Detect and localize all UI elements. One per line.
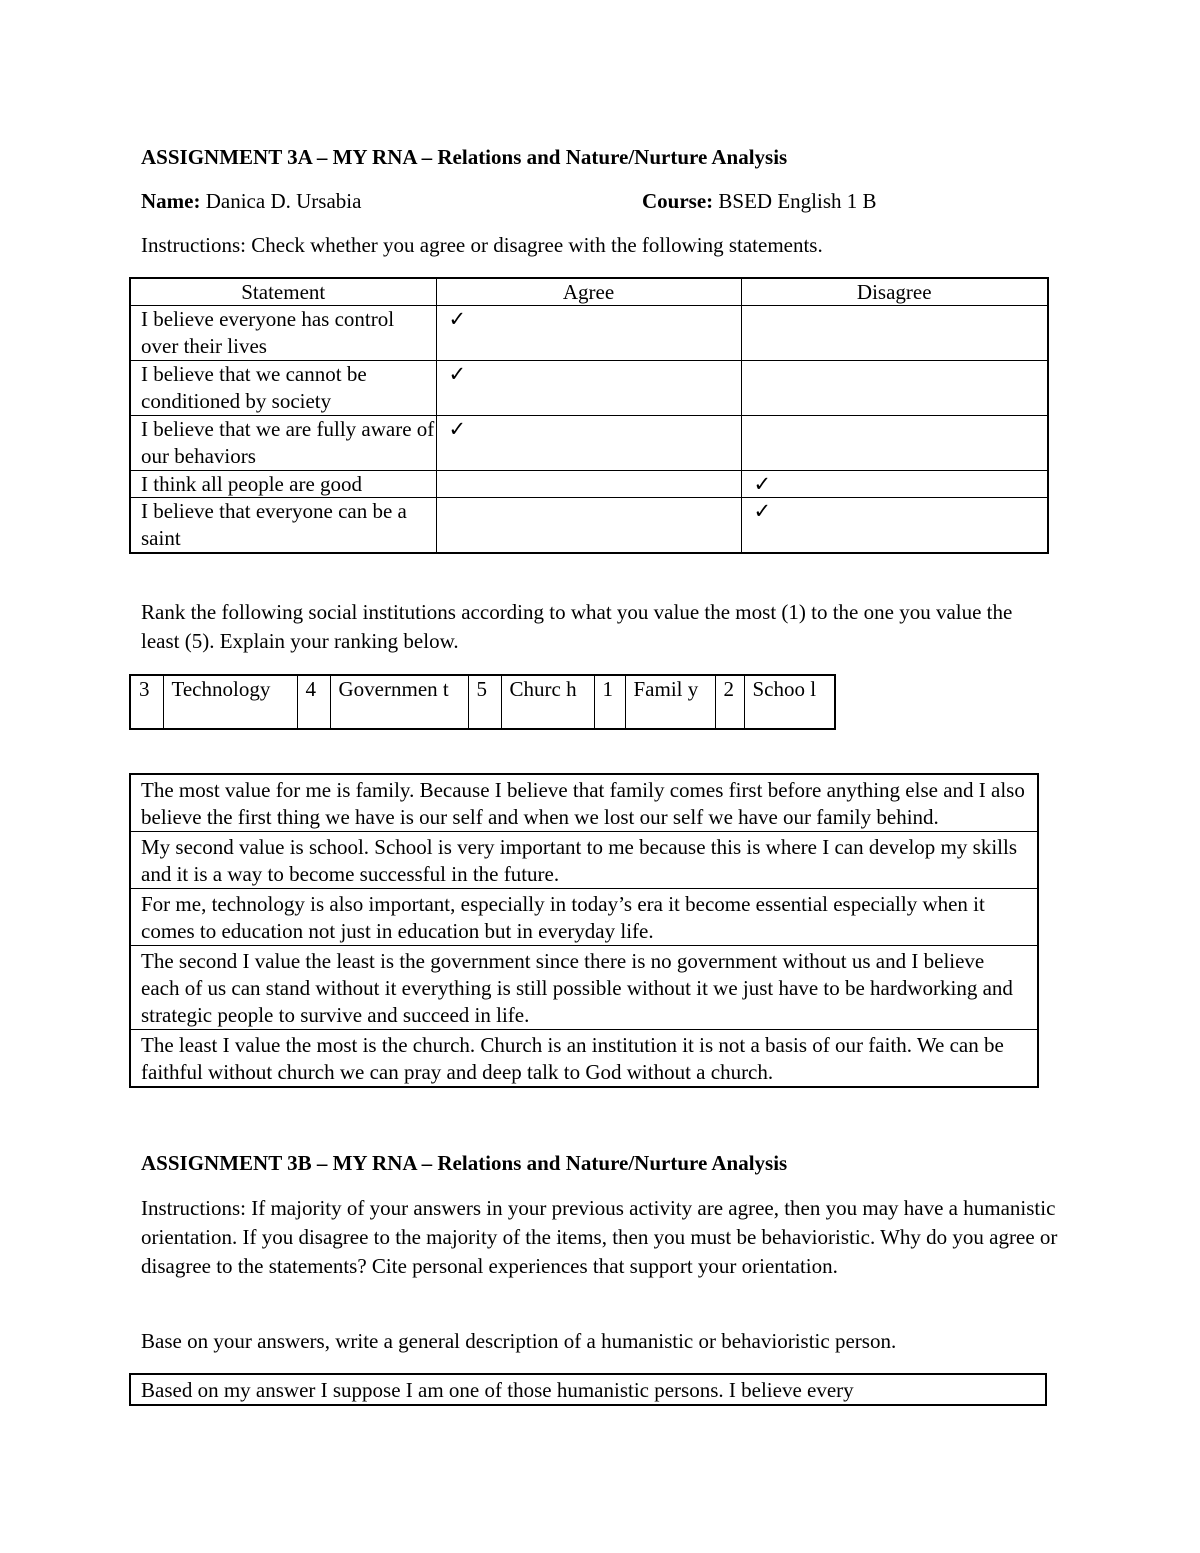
disagree-check-icon[interactable]: ✓ [741,498,1048,554]
name-label: Name: [141,189,201,213]
statements-table [129,277,1049,554]
explanation-family[interactable]: The most value for me is family. Because I believe that family comes first before anything else and I also believe the first thing we have is our self and when we lost our self we have our family behind. [130,774,1038,832]
explanation-school[interactable]: My second value is school. School is very important to me because this is where I can develop my skills and it is a way to become successful in the future. [130,832,1038,889]
agree-cell[interactable] [436,471,741,498]
statement-cell: I believe everyone has control over their lives [130,306,436,361]
instructions-3b: Instructions: If majority of your answers in your previous activity are agree, then you may have a humanistic orientation. If you disagree to the majority of the items, then you must be behavioristic. Why do you agree or disagree to the statements? Cite personal experiences that support your orientation. [141,1196,1058,1278]
explanation-row [130,1030,1038,1088]
explanation-church[interactable]: The least I value the most is the church. Church is an institution it is not a basis of our faith. We can be faithful without church we can pray and deep talk to God without a church. [130,1030,1038,1088]
explanation-row [130,946,1038,1030]
explanation-row [130,889,1038,946]
explanation-government[interactable]: The second I value the least is the government since there is no government without us and I believe each of us can stand without it everything is still possible without it we just have to be hardworking and strategic people to survive and succeed in life. [130,946,1038,1030]
rank-number[interactable]: 2 [715,675,744,729]
instructions-3a: Instructions: Check whether you agree or disagree with the following statements. [141,233,823,257]
agree-cell[interactable] [436,498,741,554]
answer-row [130,1374,1046,1405]
header-statement: Statement [130,278,436,306]
rank-number[interactable]: 1 [594,675,625,729]
explanation-row [130,832,1038,889]
agree-check-icon[interactable]: ✓ [436,361,741,416]
table-row [130,498,1048,554]
course-label: Course: [642,189,714,213]
name-line [141,188,361,214]
agree-check-icon[interactable]: ✓ [436,306,741,361]
ranking-row [130,675,835,729]
explanation-table [129,773,1039,1088]
header-disagree: Disagree [741,278,1048,306]
rank-number[interactable]: 4 [297,675,330,729]
statement-cell: I believe that we cannot be conditioned by society [130,361,436,416]
statements-table-header [130,278,1048,306]
disagree-cell[interactable] [741,416,1048,471]
table-row [130,306,1048,361]
assignment-3b-title: ASSIGNMENT 3B – MY RNA – Relations and Nature/Nurture Analysis [141,1151,788,1175]
rank-institution: Churc h [501,675,594,729]
statement-cell: I believe that everyone can be a saint [130,498,436,554]
answer-field[interactable]: Based on my answer I suppose I am one of those humanistic persons. I believe every [130,1374,1046,1405]
header-agree: Agree [436,278,741,306]
course-value: BSED English 1 B [718,189,877,213]
rank-number[interactable]: 3 [130,675,163,729]
rank-instructions: Rank the following social institutions according to what you value the most (1) to the one you value the least (5). Explain your ranking below. [141,600,1013,653]
table-row [130,471,1048,498]
rank-institution: Technology [163,675,297,729]
table-row [130,416,1048,471]
explanation-technology[interactable]: For me, technology is also important, especially in today’s era it become essential especially when it comes to education not just in education but in everyday life. [130,889,1038,946]
table-row [130,361,1048,416]
rank-number[interactable]: 5 [468,675,501,729]
explanation-row [130,774,1038,832]
disagree-check-icon[interactable]: ✓ [741,471,1048,498]
agree-check-icon[interactable]: ✓ [436,416,741,471]
ranking-table [129,674,836,730]
disagree-cell[interactable] [741,306,1048,361]
prompt-3b: Base on your answers, write a general description of a humanistic or behavioristic person. [141,1329,897,1353]
rank-institution: Governmen t [330,675,468,729]
rank-institution: Schoo l [744,675,835,729]
disagree-cell[interactable] [741,361,1048,416]
statement-cell: I believe that we are fully aware of our behaviors [130,416,436,471]
rank-institution: Famil y [625,675,715,729]
assignment-3a-title: ASSIGNMENT 3A – MY RNA – Relations and Nature/Nurture Analysis [141,145,788,169]
course-line [642,188,877,214]
answer-table [129,1373,1047,1406]
statement-cell: I think all people are good [130,471,436,498]
name-value: Danica D. Ursabia [205,189,362,213]
